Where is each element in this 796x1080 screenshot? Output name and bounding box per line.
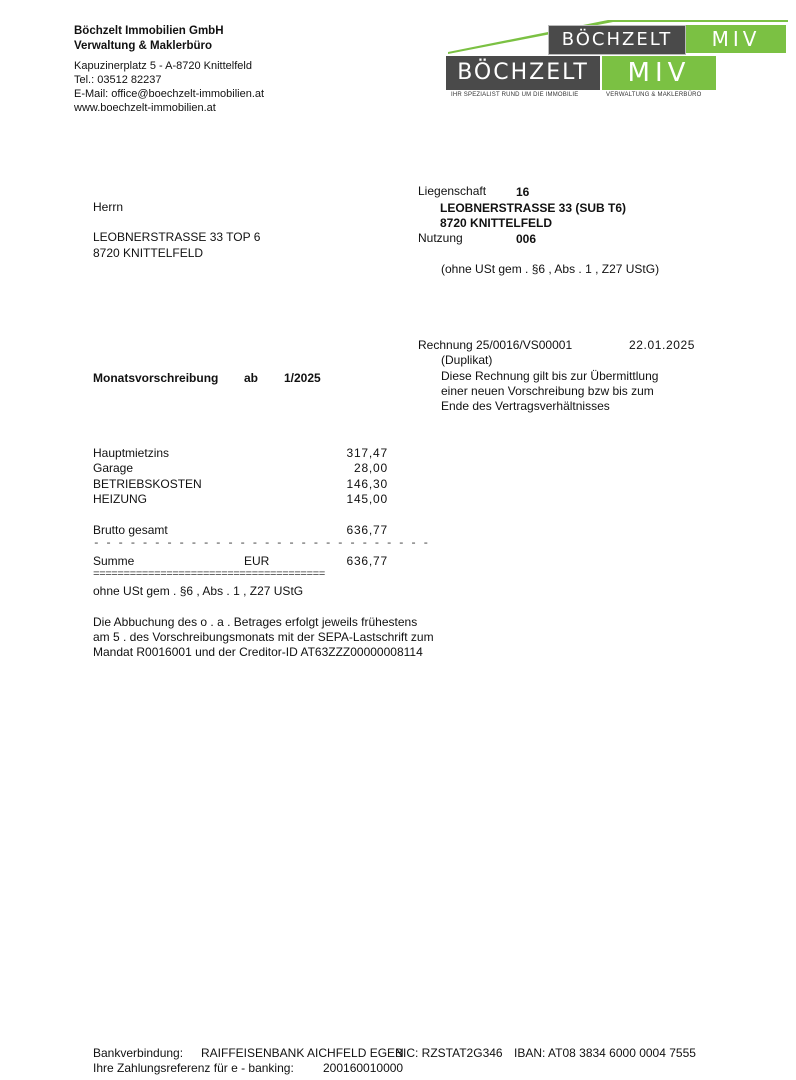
company-email: E-Mail: office@boechzelt-immobilien.at (74, 88, 265, 100)
usage-label: Nutzung (418, 231, 463, 245)
bank-bic: BIC: RZSTAT2G346 (395, 1046, 503, 1060)
invoice-date: 22.01.2025 (629, 338, 696, 352)
property-city: 8720 KNITTELFELD (440, 216, 553, 230)
logo-main-dark (446, 56, 600, 90)
payment-note-3: Mandat R0016001 und der Creditor-ID AT63ZZZ00000008114 (93, 645, 423, 659)
line-item-amount: 145,00 (346, 492, 388, 506)
logo-tagline-right: VERWALTUNG & MAKLERBÜRO (606, 92, 702, 98)
payment-note-2: am 5 . des Vorschreibungsmonats mit der SEPA-Lastschrift zum (93, 630, 434, 644)
logo-top-green (686, 25, 786, 53)
company-phone: Tel.: 03512 82237 (74, 74, 162, 86)
company-name: Böchzelt Immobilien GmbH (74, 25, 224, 37)
invoice-note-2: einer neuen Vorschreibung bzw bis zum (441, 384, 654, 398)
bank-label: Bankverbindung: (93, 1046, 184, 1060)
invoice-note-3: Ende des Vertragsverhältnisses (441, 399, 610, 413)
usage-number: 006 (516, 232, 537, 246)
bank-iban: IBAN: AT08 3834 6000 0004 7555 (514, 1046, 696, 1060)
logo-top-dark (548, 25, 686, 55)
line-item-amount: 317,47 (346, 446, 388, 460)
recipient-city: 8720 KNITTELFELD (93, 246, 204, 260)
summe-currency: EUR (244, 554, 270, 568)
line-item-amount: 28,00 (353, 461, 388, 475)
recipient-salutation: Herrn (93, 200, 124, 214)
property-label: Liegenschaft (418, 184, 487, 198)
recipient-street: LEOBNERSTRASSE 33 TOP 6 (93, 230, 261, 244)
bank-name: RAIFFEISENBANK AICHFELD EGEN (201, 1046, 404, 1060)
title-period: 1/2025 (284, 371, 321, 385)
property-number: 16 (516, 185, 530, 199)
company-subtitle: Verwaltung & Maklerbüro (74, 40, 213, 52)
logo-top-left-text: BÖCHZELT (561, 29, 673, 50)
company-website: www.boechzelt-immobilien.at (74, 102, 216, 114)
line-item-label: BETRIEBSKOSTEN (93, 477, 202, 491)
dash-divider: - - - - - - - - - - - - - - - - - - - - - - - - - - - - (93, 538, 429, 550)
company-address: Kapuzinerplatz 5 - A-8720 Knittelfeld (74, 60, 252, 72)
summe-label: Summe (93, 554, 135, 568)
payment-note-1: Die Abbuchung des o . a . Betrages erfolgt jeweils frühestens (93, 615, 418, 629)
line-item-label: HEIZUNG (93, 492, 147, 506)
logo-main-green (602, 56, 716, 90)
property-street: LEOBNERSTRASSE 33 (SUB T6) (440, 201, 627, 215)
logo-tagline-left: IHR SPEZIALIST RUND UM DIE IMMOBILIE (451, 92, 579, 98)
logo-main-left-text: BÖCHZELT (457, 60, 589, 85)
logo-top-right-text: MIV (711, 27, 761, 51)
invoice-duplicate: (Duplikat) (441, 353, 493, 367)
equals-divider: ====================================== (93, 569, 325, 581)
invoice-note-1: Diese Rechnung gilt bis zur Übermittlung (441, 369, 659, 383)
brutto-amount: 636,77 (346, 523, 388, 537)
line-item-label: Hauptmietzins (93, 446, 170, 460)
tax-footer-note: ohne USt gem . §6 , Abs . 1 , Z27 UStG (93, 584, 304, 598)
summe-amount: 636,77 (346, 554, 388, 568)
property-tax-note: (ohne USt gem . §6 , Abs . 1 , Z27 UStG) (441, 262, 660, 276)
brutto-label: Brutto gesamt (93, 523, 168, 537)
document-title: Monatsvorschreibung (93, 371, 219, 385)
logo-main-right-text: MIV (627, 58, 691, 88)
title-ab: ab (244, 371, 259, 385)
line-item-amount: 146,30 (346, 477, 388, 491)
reference-value: 200160010000 (323, 1061, 404, 1075)
invoice-number: Rechnung 25/0016/VS00001 (418, 338, 573, 352)
line-item-label: Garage (93, 461, 134, 475)
reference-label: Ihre Zahlungsreferenz für e - banking: (93, 1061, 294, 1075)
